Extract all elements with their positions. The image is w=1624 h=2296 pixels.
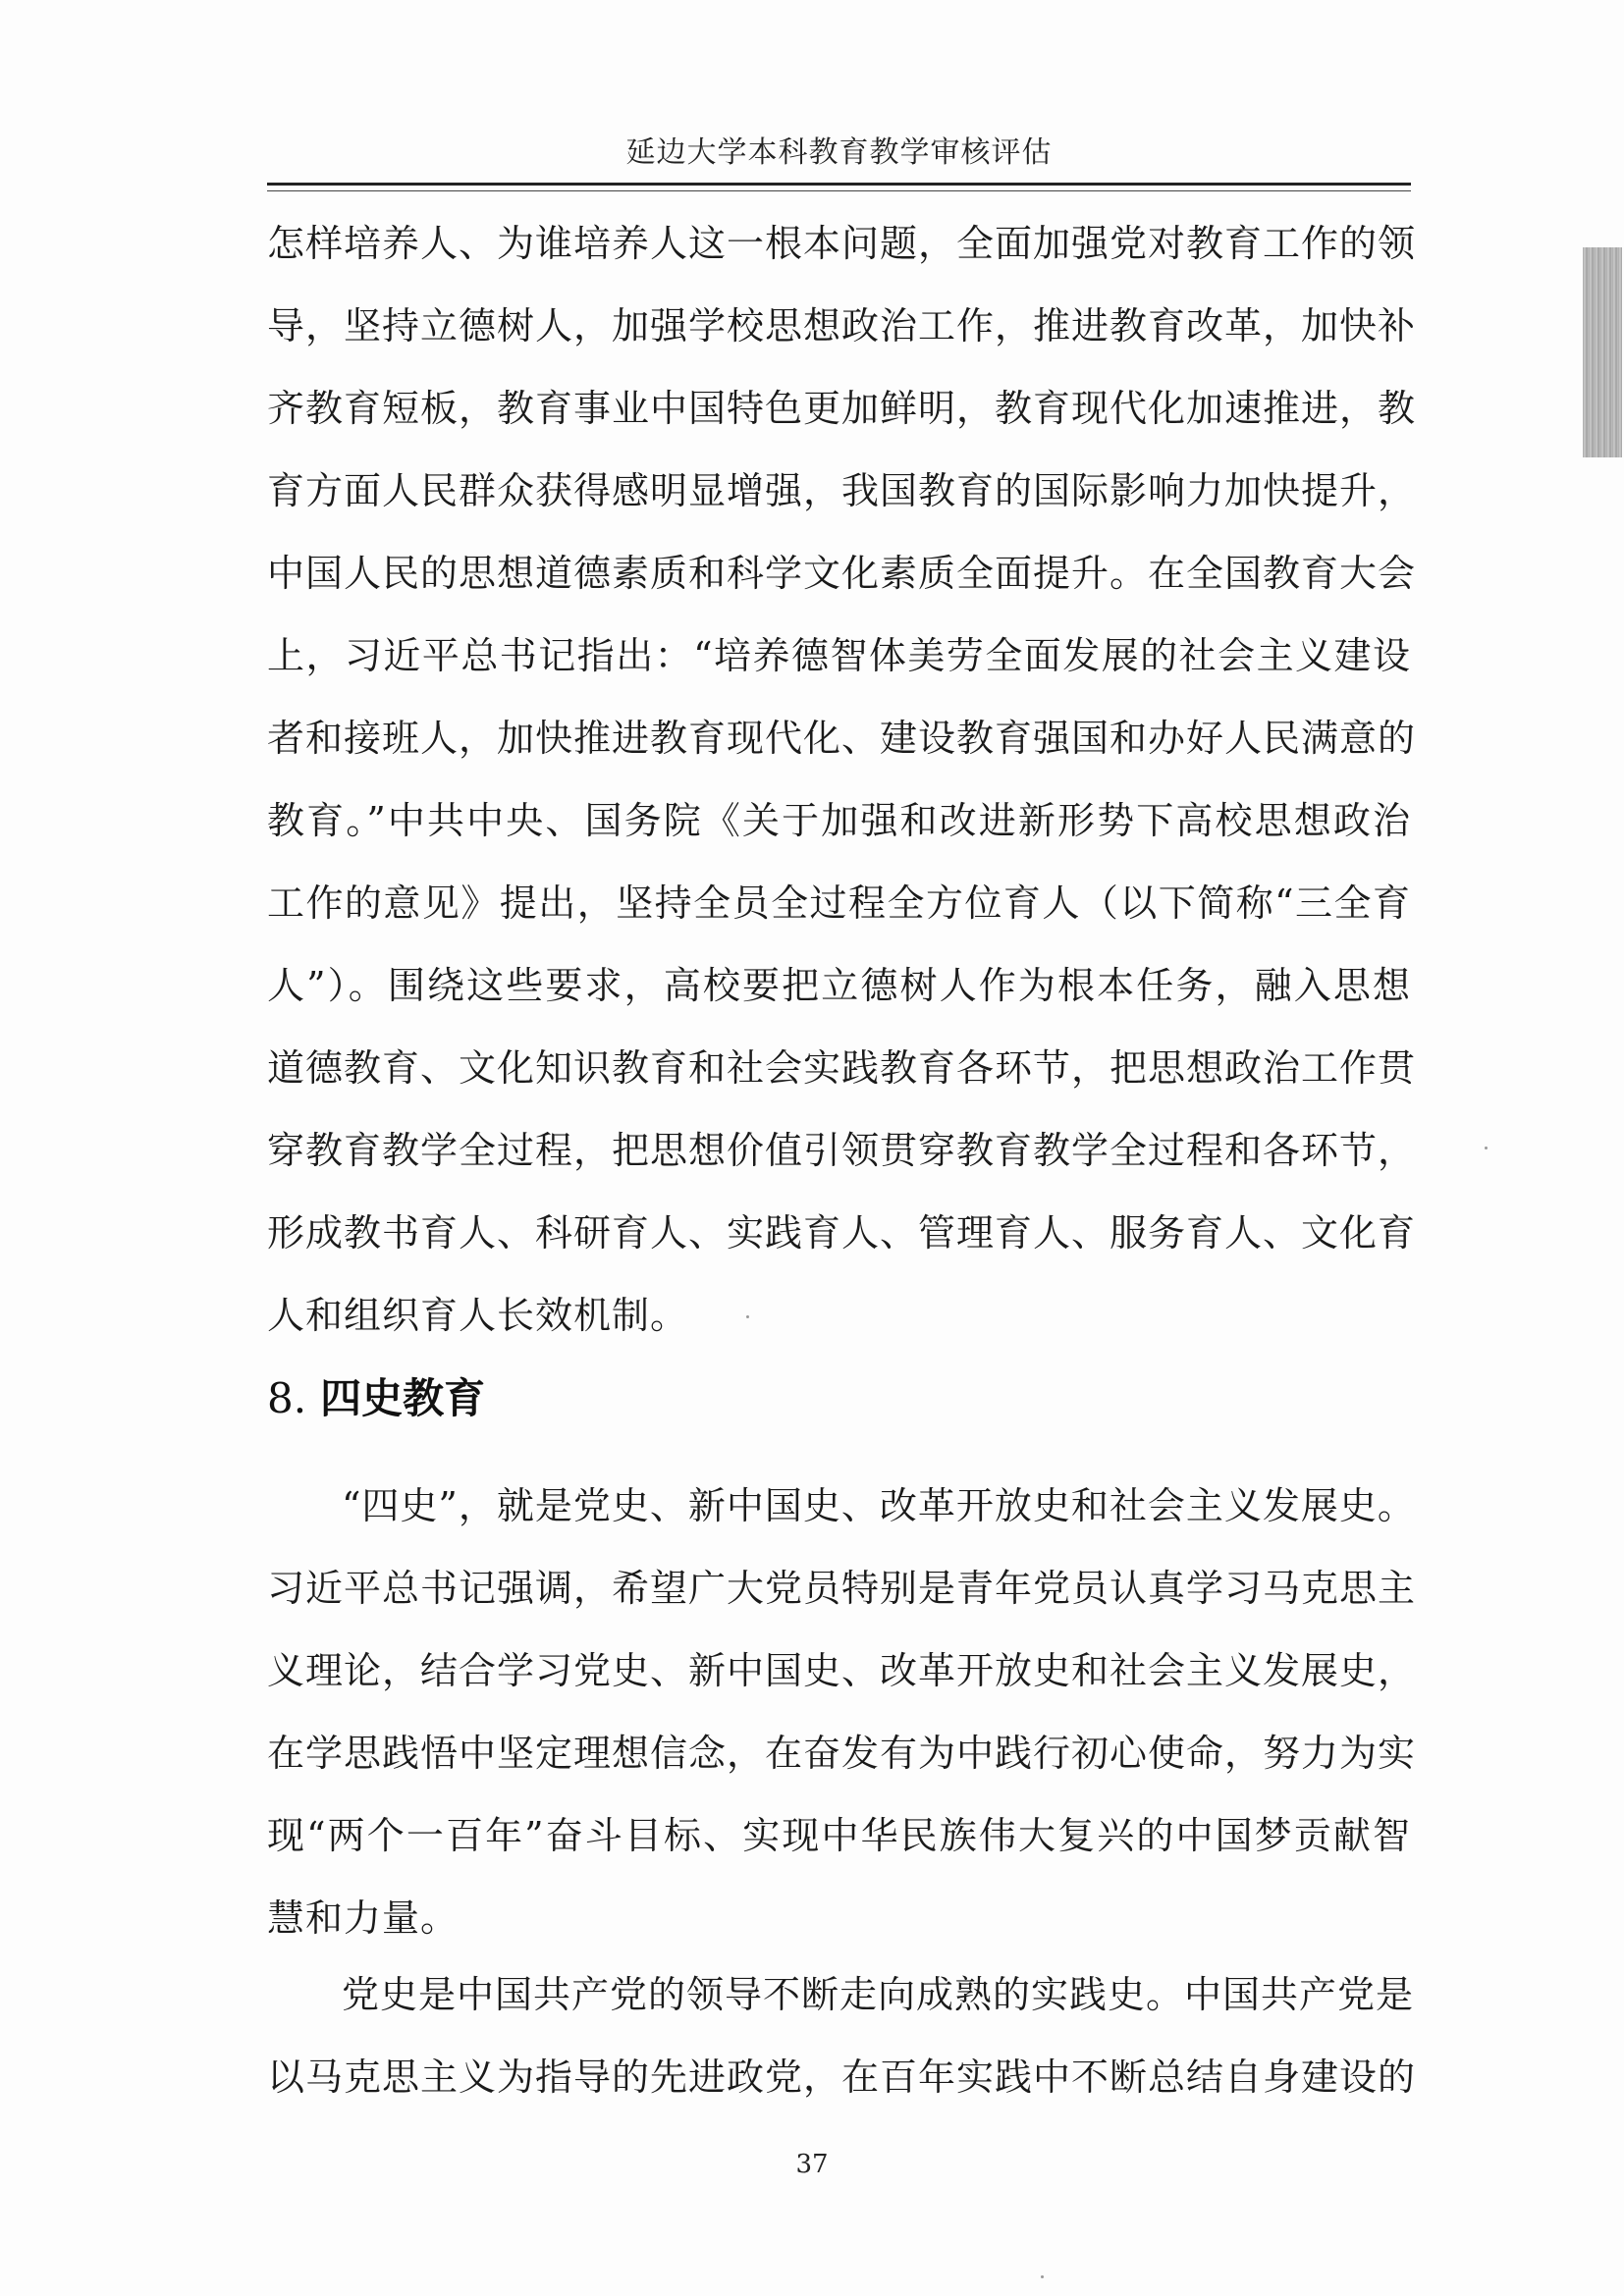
text-line: 党史是中国共产党的领导不断走向成熟的实践史。中国共产党是 xyxy=(342,1973,1415,2016)
scan-speck xyxy=(746,1315,749,1318)
text-line: 人和组织育人长效机制。 xyxy=(267,1294,689,1337)
text-line: 工作的意见》提出，坚持全员全过程全方位育人（以下简称“三全育 xyxy=(267,881,1411,925)
text-line: 育方面人民群众获得感明显增强，我国教育的国际影响力加快提升， xyxy=(267,469,1417,512)
header-rule-thin xyxy=(267,190,1411,191)
text-line: “四史”，就是党史、新中国史、改革开放史和社会主义发展史。 xyxy=(342,1484,1416,1527)
section-number: 8. xyxy=(267,1374,307,1422)
text-line: 道德教育、文化知识教育和社会实践教育各环节，把思想政治工作贯 xyxy=(267,1046,1417,1090)
scan-speck xyxy=(1485,1147,1488,1149)
text-line: 人”）。围绕这些要求，高校要把立德树人作为根本任务，融入思想 xyxy=(267,964,1411,1007)
scan-edge-mark xyxy=(1583,247,1622,457)
paragraph-continued xyxy=(267,202,1417,1357)
text-line: 以马克思主义为指导的先进政党，在百年实践中不断总结自身建设的 xyxy=(267,2056,1417,2099)
running-header: 延边大学本科教育教学审核评估 xyxy=(625,135,1053,170)
text-line: 导，坚持立德树人，加强学校思想政治工作，推进教育改革，加快补 xyxy=(267,304,1417,347)
header-rule xyxy=(267,183,1411,186)
text-line: 习近平总书记强调，希望广大党员特别是青年党员认真学习马克思主 xyxy=(267,1567,1417,1610)
section-title: 四史教育 xyxy=(320,1374,486,1422)
text-line: 上，习近平总书记指出：“培养德智体美劳全面发展的社会主义建设 xyxy=(267,634,1411,677)
text-line: 现“两个一百年”奋斗目标、实现中华民族伟大复兴的中国梦贡献智 xyxy=(267,1814,1411,1857)
text-line: 在学思践悟中坚定理想信念，在奋发有为中践行初心使命，努力为实 xyxy=(267,1732,1417,1775)
text-line: 者和接班人，加快推进教育现代化、建设教育强国和办好人民满意的 xyxy=(267,717,1417,760)
text-line: 穿教育教学全过程，把思想价值引领贯穿教育教学全过程和各环节， xyxy=(267,1129,1417,1172)
page-number: 37 xyxy=(795,2150,829,2179)
paragraph-four-histories xyxy=(267,1465,1417,1959)
paragraph-party-history xyxy=(267,1953,1417,2118)
text-line: 齐教育短板，教育事业中国特色更加鲜明，教育现代化加速推进，教 xyxy=(267,387,1417,430)
text-line: 教育。”中共中央、国务院《关于加强和改进新形势下高校思想政治 xyxy=(267,799,1411,842)
text-line: 怎样培养人、为谁培养人这一根本问题，全面加强党对教育工作的领 xyxy=(267,222,1417,265)
text-line: 义理论，结合学习党史、新中国史、改革开放史和社会主义发展史， xyxy=(267,1649,1417,1692)
scan-speck xyxy=(1041,2275,1044,2278)
section-heading xyxy=(267,1366,485,1425)
text-line: 中国人民的思想道德素质和科学文化素质全面提升。在全国教育大会 xyxy=(267,552,1417,595)
text-line: 慧和力量。 xyxy=(267,1896,460,1940)
text-line: 形成教书育人、科研育人、实践育人、管理育人、服务育人、文化育 xyxy=(267,1211,1417,1255)
